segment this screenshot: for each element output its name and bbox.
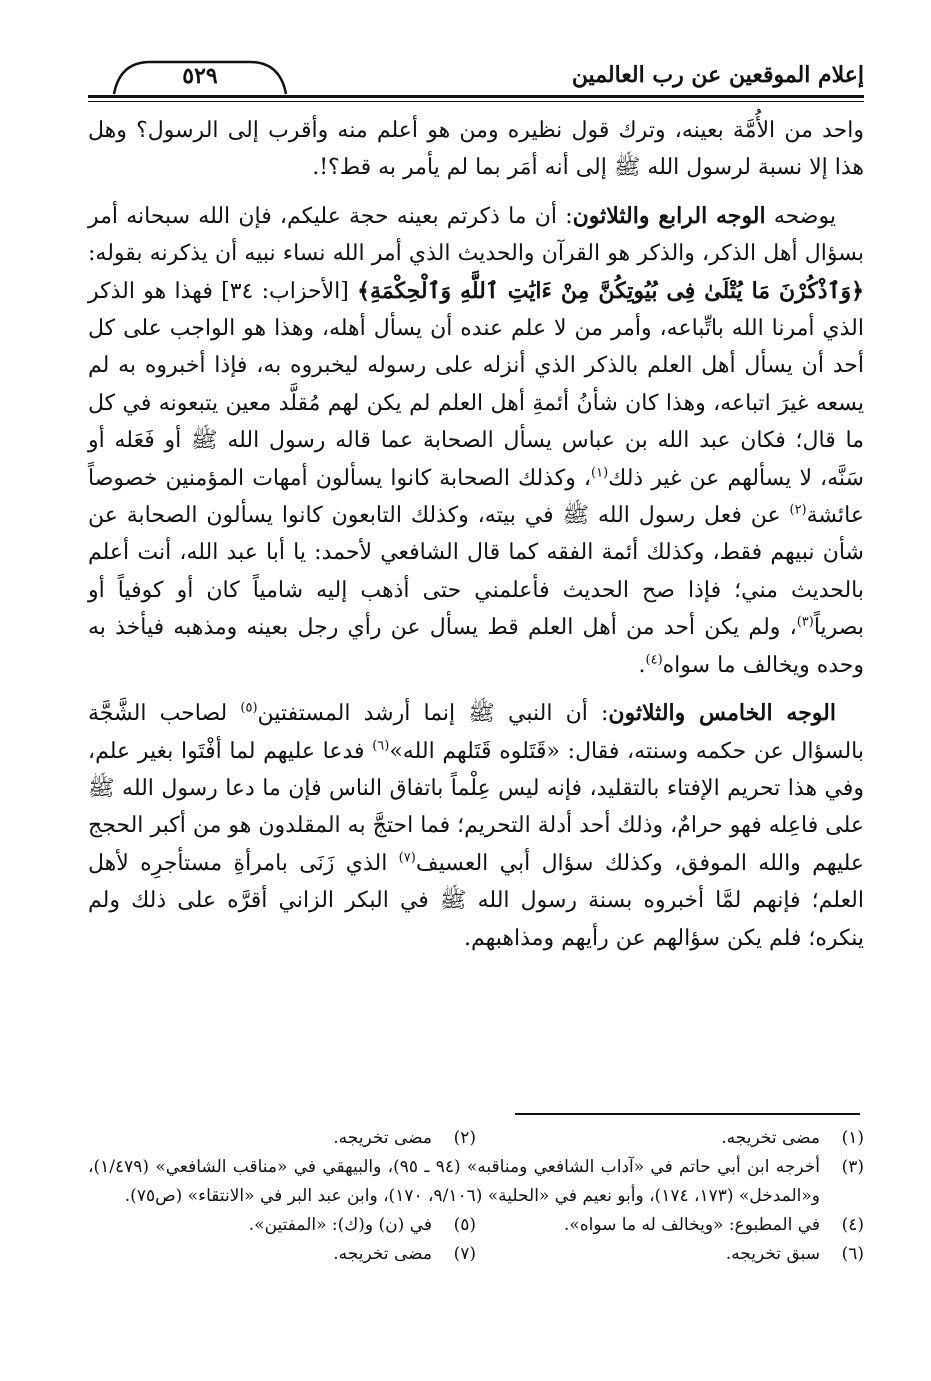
footnote-7 [88, 1240, 476, 1269]
footnote-ref[interactable]: (٦) [372, 738, 390, 754]
footnote-number: (٦) [841, 1244, 864, 1264]
paragraph-text: : أن النبي ﷺ إنما أرشد المستفتين [257, 701, 609, 727]
footnote-text: مضى تخريجه. [721, 1128, 820, 1148]
footnote-2 [88, 1124, 476, 1153]
footnote-ref[interactable]: (٥) [240, 700, 258, 716]
paragraph-text: فدعا عليهم لما أفْتَوا بغير علم، وفي هذا تحريم الإفتاء بالتقليد، فإنه ليس عِلْماً باتفاق الناس فإن ما دعا رسول الله ﷺ على فاعِله فهو حرامٌ، وذلك أحد أدلة التحريم؛ فما احتجَّ به المقلدون هو من أكبر الحجج عليهم والله الموفق، وكذلك سؤال أبي العسيف [88, 738, 864, 876]
footnote-pair [88, 1124, 864, 1153]
footnote-number: (٣) [841, 1157, 864, 1177]
section-heading: الوجه الرابع والثلاثون [572, 202, 766, 229]
footnote-ref[interactable]: (٣) [796, 614, 814, 630]
footnote-text: في المطبوع: «ويخالف له ما سواه». [563, 1215, 820, 1235]
paragraph-text: . [638, 652, 646, 678]
footnote-4 [476, 1211, 864, 1240]
footnote-number: (٤) [841, 1215, 864, 1235]
paragraph-text: عن فعل رسول الله ﷺ في بيته، وكذلك التابعون كانوا يسألون الصحابة عن شأن نبيهم فقط، وكذلك أئمة الفقه كما قال الشافعي لأحمد: يا أبا عبد الله، أنت أعلم بالحديث مني؛ فإذا صح الحديث فأعلمني حتى أذهب إليه شامياً كان أو كوفياً أو بصرياً [88, 503, 864, 641]
footnote-6 [476, 1240, 864, 1269]
footnote-ref[interactable]: (٢) [789, 502, 807, 518]
paragraph-2 [88, 198, 864, 684]
footnote-text: سبق تخريجه. [725, 1244, 820, 1264]
footnote-text: مضى تخريجه. [333, 1128, 432, 1148]
paragraph-text: [الأحزاب: ٣٤] فهذا هو الذكر الذي أمرنا الله باتِّباعه، وأمر من لا علم عنده أن يسأل أهله، وهذا هو الواجب على كل أحد أن يسأل أهل العلم بالذكر الذي أنزله على رسوله ليخبروه به، فإذا أخبروه به لم يسعه غيرَ اتباعه، وهذا كان شأنُ أئمةِ أهل العلم لم يكن لهم مُقلَّد معين يتبعونه في كل ما قال؛ فكان عبد الله بن عباس يسأل الصحابة عما قاله رسول الله ﷺ أو فَعَله أو سَنَّه، لا يسألهم عن غير ذلك [88, 278, 864, 491]
header-rule-thin [88, 101, 864, 102]
page-number-frame [110, 58, 290, 96]
footnote-ref[interactable]: (٤) [645, 652, 663, 668]
header-rule-thick [88, 95, 864, 98]
page-number: ٥٢٩ [182, 63, 218, 89]
footnote-number: (١) [841, 1128, 864, 1148]
paragraph-3 [88, 695, 864, 957]
footnote-pair [88, 1240, 864, 1269]
section-heading: الوجه الخامس والثلاثون [608, 700, 836, 727]
main-text [88, 112, 864, 968]
paragraph-text: واحد من الأُمَّة بعينه، وترك قول نظيره ومن هو أعلم منه وأقرب إلى الرسول؟ وهل هذا إلا نسبة لرسول الله ﷺ إلى أنه أمَر بما لم يأمر به قط؟!. [88, 118, 864, 181]
footnote-3 [88, 1153, 864, 1211]
paragraph-prefix: يوضحه [765, 203, 836, 229]
paragraph-text: لصاحب الشَّجَّة بالسؤال عن حكمه وسنته، فقال: «قَتَلوه قَتَلهم الله» [88, 701, 864, 764]
footnote-1 [476, 1124, 864, 1153]
footnote-ref[interactable]: (١) [591, 465, 609, 481]
footnote-separator [515, 1113, 860, 1115]
footnote-text: أخرجه ابن أبي حاتم في «آداب الشافعي ومناقبه» (٩٤ ـ ٩٥)، والبيهقي في «مناقب الشافعي» (١/٤٧٩)، و«المدخل» (١٧٣، ١٧٤)، وأبو نعيم في «الحلية» (٩/١٠٦، ١٧٠)، وابن عبد البر في «الانتقاء» (ص٧٥). [88, 1157, 820, 1206]
paragraph-text: : أن ما ذكرتم بعينه حجة عليكم، فإن الله سبحانه أمر بسؤال أهل الذكر، والذكر هو القرآن والحديث الذي أمر الله نساء نبيه أن يذكرنه بقوله: [88, 203, 864, 267]
footnotes [88, 1124, 864, 1269]
footnote-number: (٢) [453, 1128, 476, 1148]
footnote-ref[interactable]: (٧) [398, 850, 416, 866]
paragraph-1 [88, 112, 864, 187]
footnote-5 [88, 1211, 476, 1240]
paragraph-text: ، وكذلك الصحابة كانوا يسألون أمهات المؤمنين خصوصاً عائشة [88, 465, 864, 529]
footnote-number: (٧) [453, 1244, 476, 1264]
footnote-pair [88, 1211, 864, 1240]
footnote-number: (٥) [453, 1215, 476, 1235]
paragraph-text: ، ولم يكن أحد من أهل العلم قط يسأل عن رأي رجل بعينه ومذهبه فيأخذ به وحده ويخالف ما سواه [88, 615, 864, 678]
footnote-text: في (ن) و(ك): «المفتين». [248, 1215, 432, 1235]
paragraph-text: الذي زَنَى بامرأةِ مستأجرِه لأهل العلم؛ فإنهم لمَّا أخبروه بسنة رسول الله ﷺ في البكر الزاني أقرَّه على ذلك ولم ينكره؛ فلم يكن سؤالهم عن رأيهم ومذاهبهم. [88, 850, 864, 951]
running-title: إعلام الموقعين عن رب العالمين [571, 62, 864, 88]
quran-verse: ﴿وَٱذْكُرْنَ مَا يُتْلَىٰ فِى بُيُوتِكُنَّ مِنْ ءَايَٰتِ ٱللَّهِ وَٱلْحِكْمَةِ﴾ [357, 277, 864, 304]
footnote-text: مضى تخريجه. [333, 1244, 432, 1264]
